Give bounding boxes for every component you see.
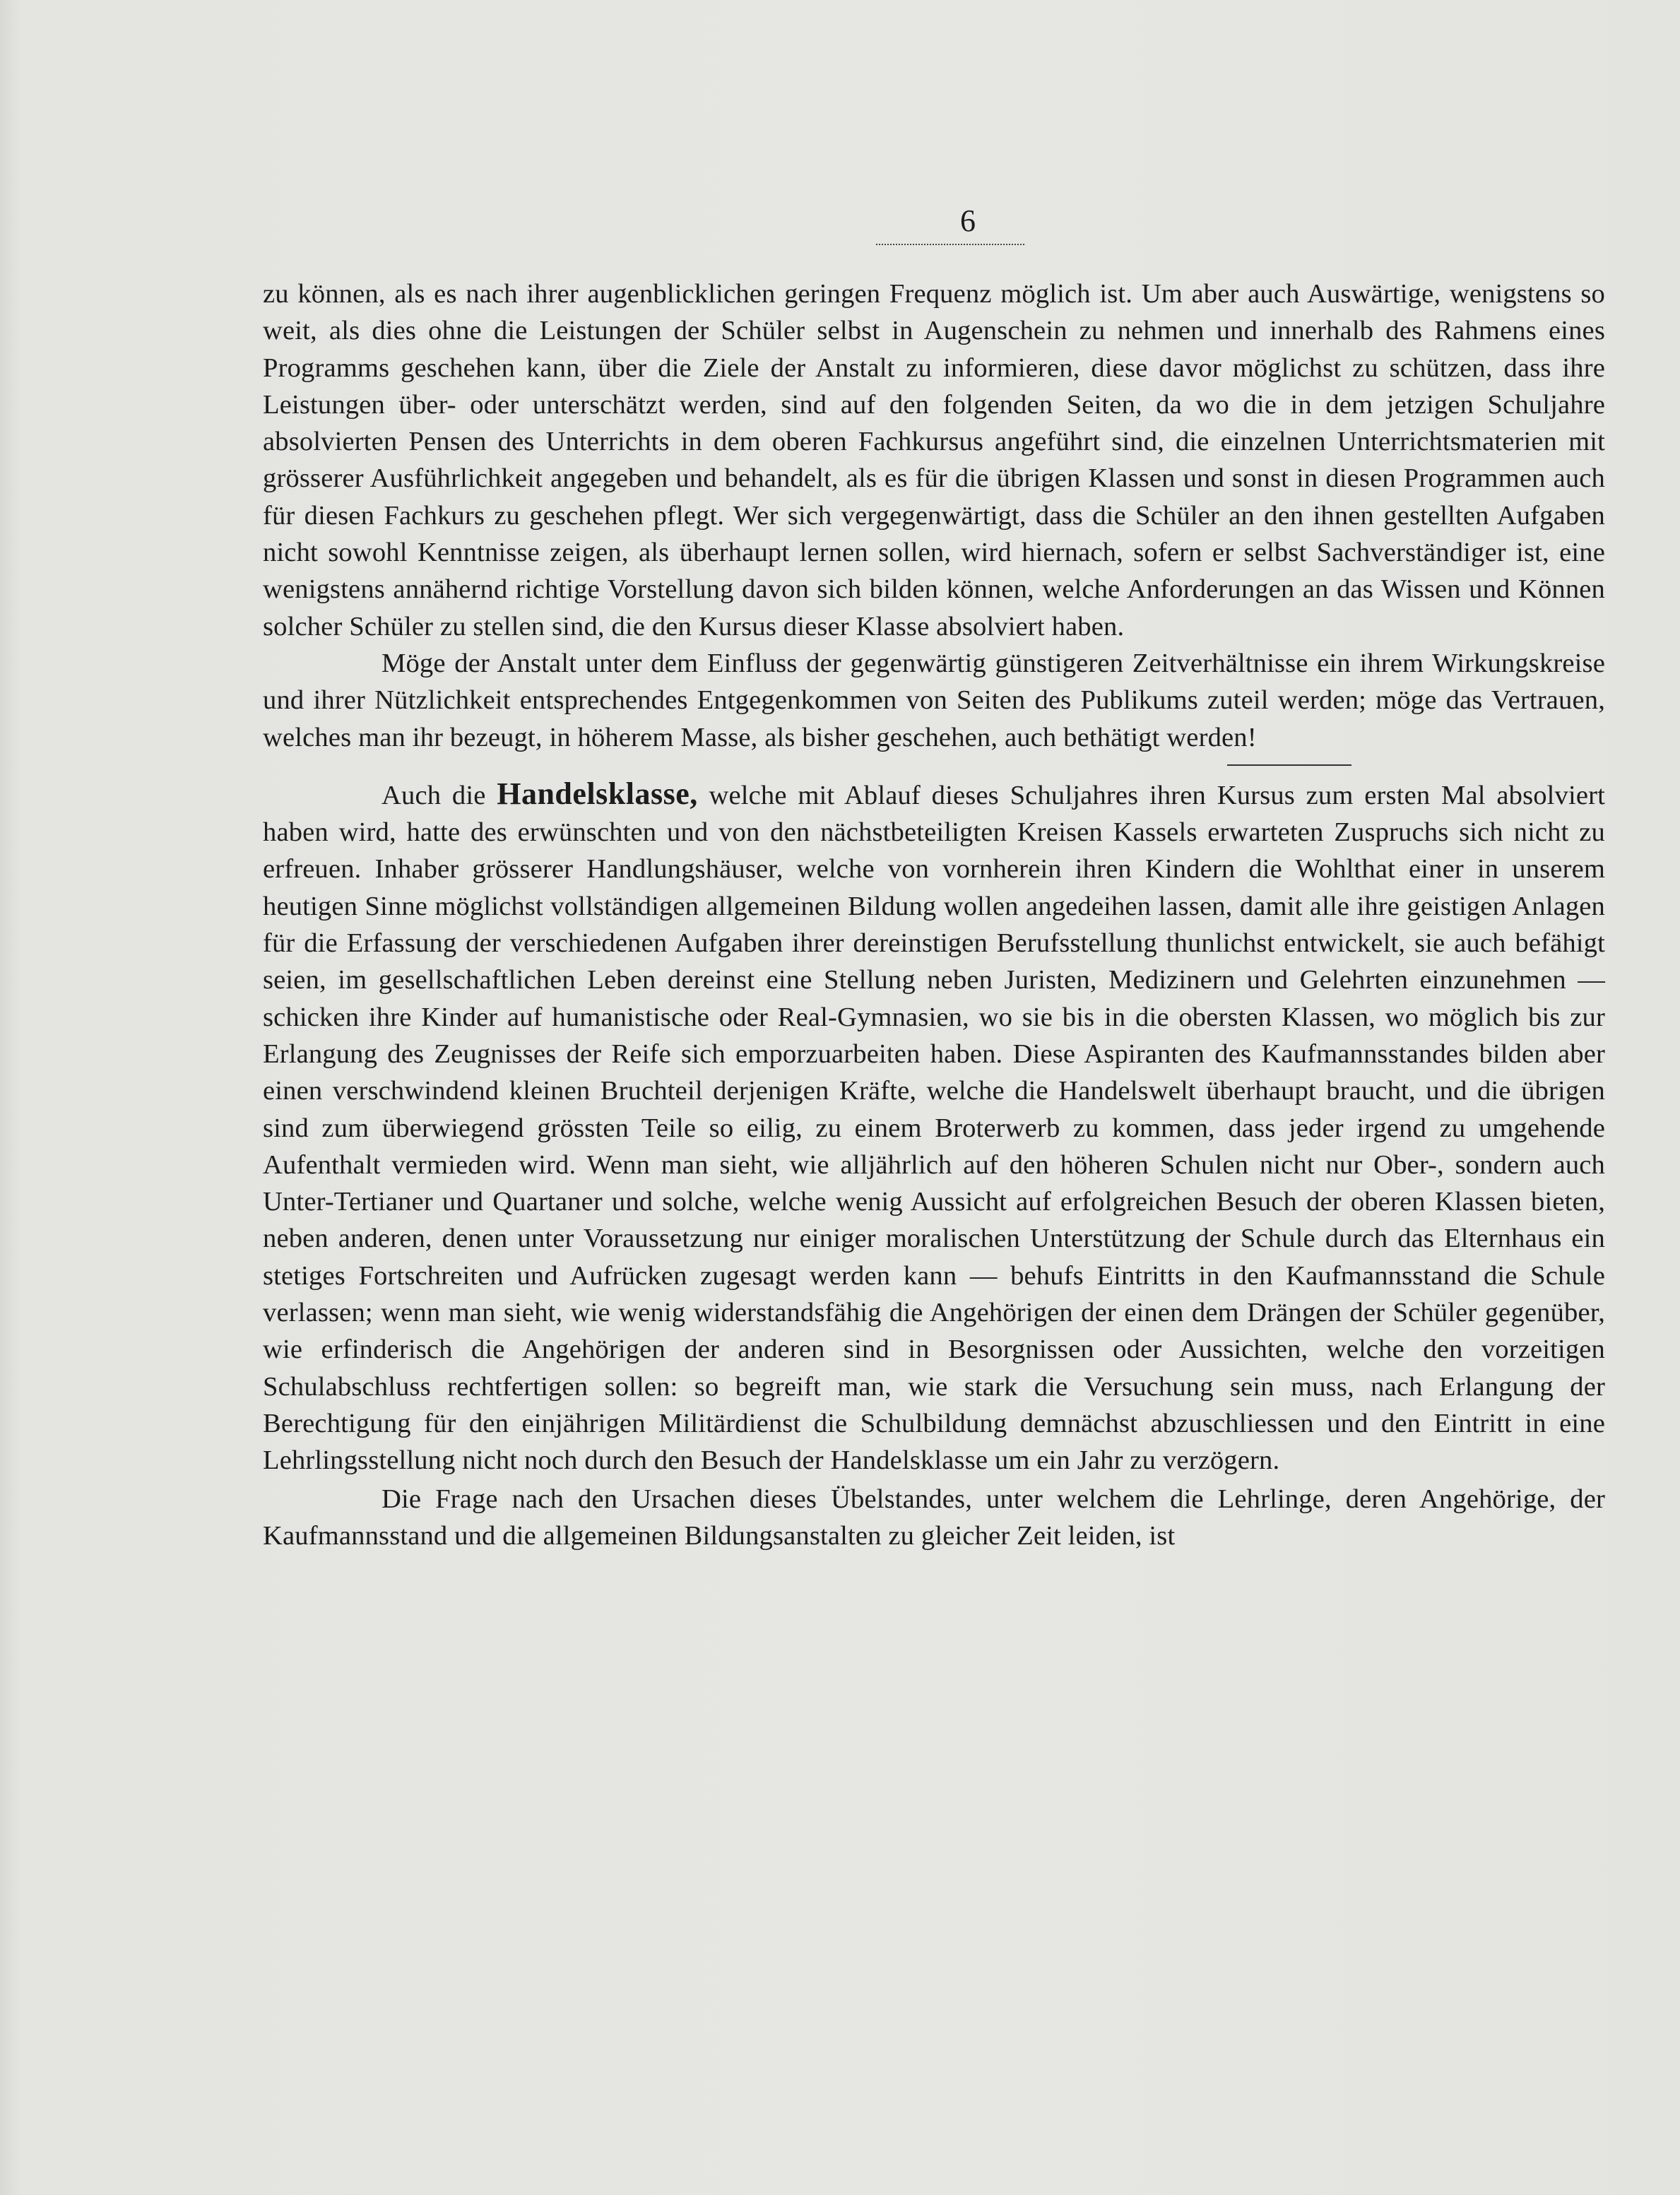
paragraph-3 <box>263 776 1605 1479</box>
paragraph-3-lead: Auch die <box>381 780 486 810</box>
page-number-underline <box>876 244 1024 245</box>
paragraph-2: Möge der Anstalt unter dem Einfluss der gegenwärtig günstigeren Zeitverhältnisse ein ihrem Wirkungskreise und ihrer Nützlichkeit entsprechendes Entgegenkommen von Seiten des Publikums zuteil werden; möge das Vertrauen, welches man ihr bezeugt, in höherem Masse, als bisher geschehen, auch bethätigt werden! <box>263 648 1605 752</box>
section-divider <box>1227 764 1351 766</box>
keyword-handelsklasse: Handelsklasse, <box>497 776 698 811</box>
paragraph-4: Die Frage nach den Ursachen dieses Übelstandes, unter welchem die Lehrlinge, deren Angehörige, der Kaufmannsstand und die allgemeinen Bildungsanstalten zu gleicher Zeit leiden, ist <box>263 1484 1605 1551</box>
paragraph-1: zu können, als es nach ihrer augenblicklichen geringen Frequenz möglich ist. Um aber auch Auswärtige, wenigstens so weit, als dies ohne die Leistungen der Schüler selbst in Augenschein zu nehmen und innerhalb des Rahmens eines Programms geschehen kann, über die Ziele der Anstalt zu informieren, diese davor möglichst zu schützen, dass ihre Leistungen über- oder unterschätzt werden, sind auf den folgenden Seiten, da wo die in dem jetzigen Schuljahre absolvierten Pensen des Unterrichts in dem oberen Fachkursus angeführt sind, die einzelnen Unterrichtsmaterien mit grösserer Ausführlichkeit angegeben und behandelt, als es für die übrigen Klassen und sonst in diesen Programmen auch für diesen Fachkurs zu geschehen pflegt. Wer sich vergegenwärtigt, dass die Schüler an den ihnen gestellten Aufgaben nicht sowohl Kenntnisse zeigen, als überhaupt lernen sollen, wird hiernach, sofern er selbst Sachverständiger ist, eine wenigstens annähernd richtige Vorstellung davon sich bilden können, welche Anforderungen an das Wissen und Können solcher Schüler zu stellen sind, die den Kursus dieser Klasse absolviert haben. <box>263 279 1605 641</box>
page-number: 6 <box>960 203 976 238</box>
body-text <box>263 276 1605 1554</box>
paragraph-3-text: welche mit Ablauf dieses Schuljahres ihren Kursus zum ersten Mal absolviert haben wird, hatte des erwünschten und von den nächstbeteiligten Kreisen Kassels erwarteten Zuspruchs sich nicht zu erfreuen. Inhaber grösserer Handlungshäuser, welche von vornherein ihren Kindern die Wohlthat einer in unserem heutigen Sinne möglichst vollständigen allgemeinen Bildung wollen angedeihen lassen, damit alle ihre geistigen Anlagen für die Erfassung der verschiedenen Aufgaben ihrer dereinstigen Berufsstellung thunlichst entwickelt, sie auch befähigt seien, im gesellschaftlichen Leben dereinst eine Stellung neben Juristen, Medizinern und Gelehrten einzunehmen — schicken ihre Kinder auf humanistische oder Real-Gymnasien, wo sie bis in die obersten Klassen, wo möglich bis zur Erlangung des Zeugnisses der Reife sich emporzuarbeiten haben. Diese Aspiranten des Kaufmannsstandes bilden aber einen verschwindend kleinen Bruchteil derjenigen Kräfte, welche die Handelswelt überhaupt braucht, und die übrigen sind zum überwiegend grössten Teile so eilig, zu einem Broterwerb zu kommen, dass jeder irgend zu umgehende Aufenthalt vermieden wird. Wenn man sieht, wie alljährlich auf den höheren Schulen nicht nur Ober-, sondern auch Unter-Tertianer und Quartaner und solche, welche wenig Aussicht auf erfolgreichen Besuch der oberen Klassen bieten, neben anderen, denen unter Voraussetzung nur einiger moralischen Unterstützung der Schule durch das Elternhaus ein stetiges Fortschreiten und Aufrücken zugesagt werden kann — behufs Eintritts in den Kaufmannsstand die Schule verlassen; wenn man sieht, wie wenig widerstandsfähig die Angehörigen der einen dem Drängen der Schüler gegenüber, wie erfinderisch die Angehörigen der anderen sind in Besorgnissen oder Aussichten, welche den vorzeitigen Schulabschluss rechtfertigen sollen: so begreift man, wie stark die Versuchung sein muss, nach Erlangung der Berechtigung für den einjährigen Militärdienst die Schulbildung demnächst abzuschliessen und den Eintritt in eine Lehrlingsstellung nicht noch durch den Besuch der Handelsklasse um ein Jahr zu verzögern. <box>263 780 1605 1476</box>
